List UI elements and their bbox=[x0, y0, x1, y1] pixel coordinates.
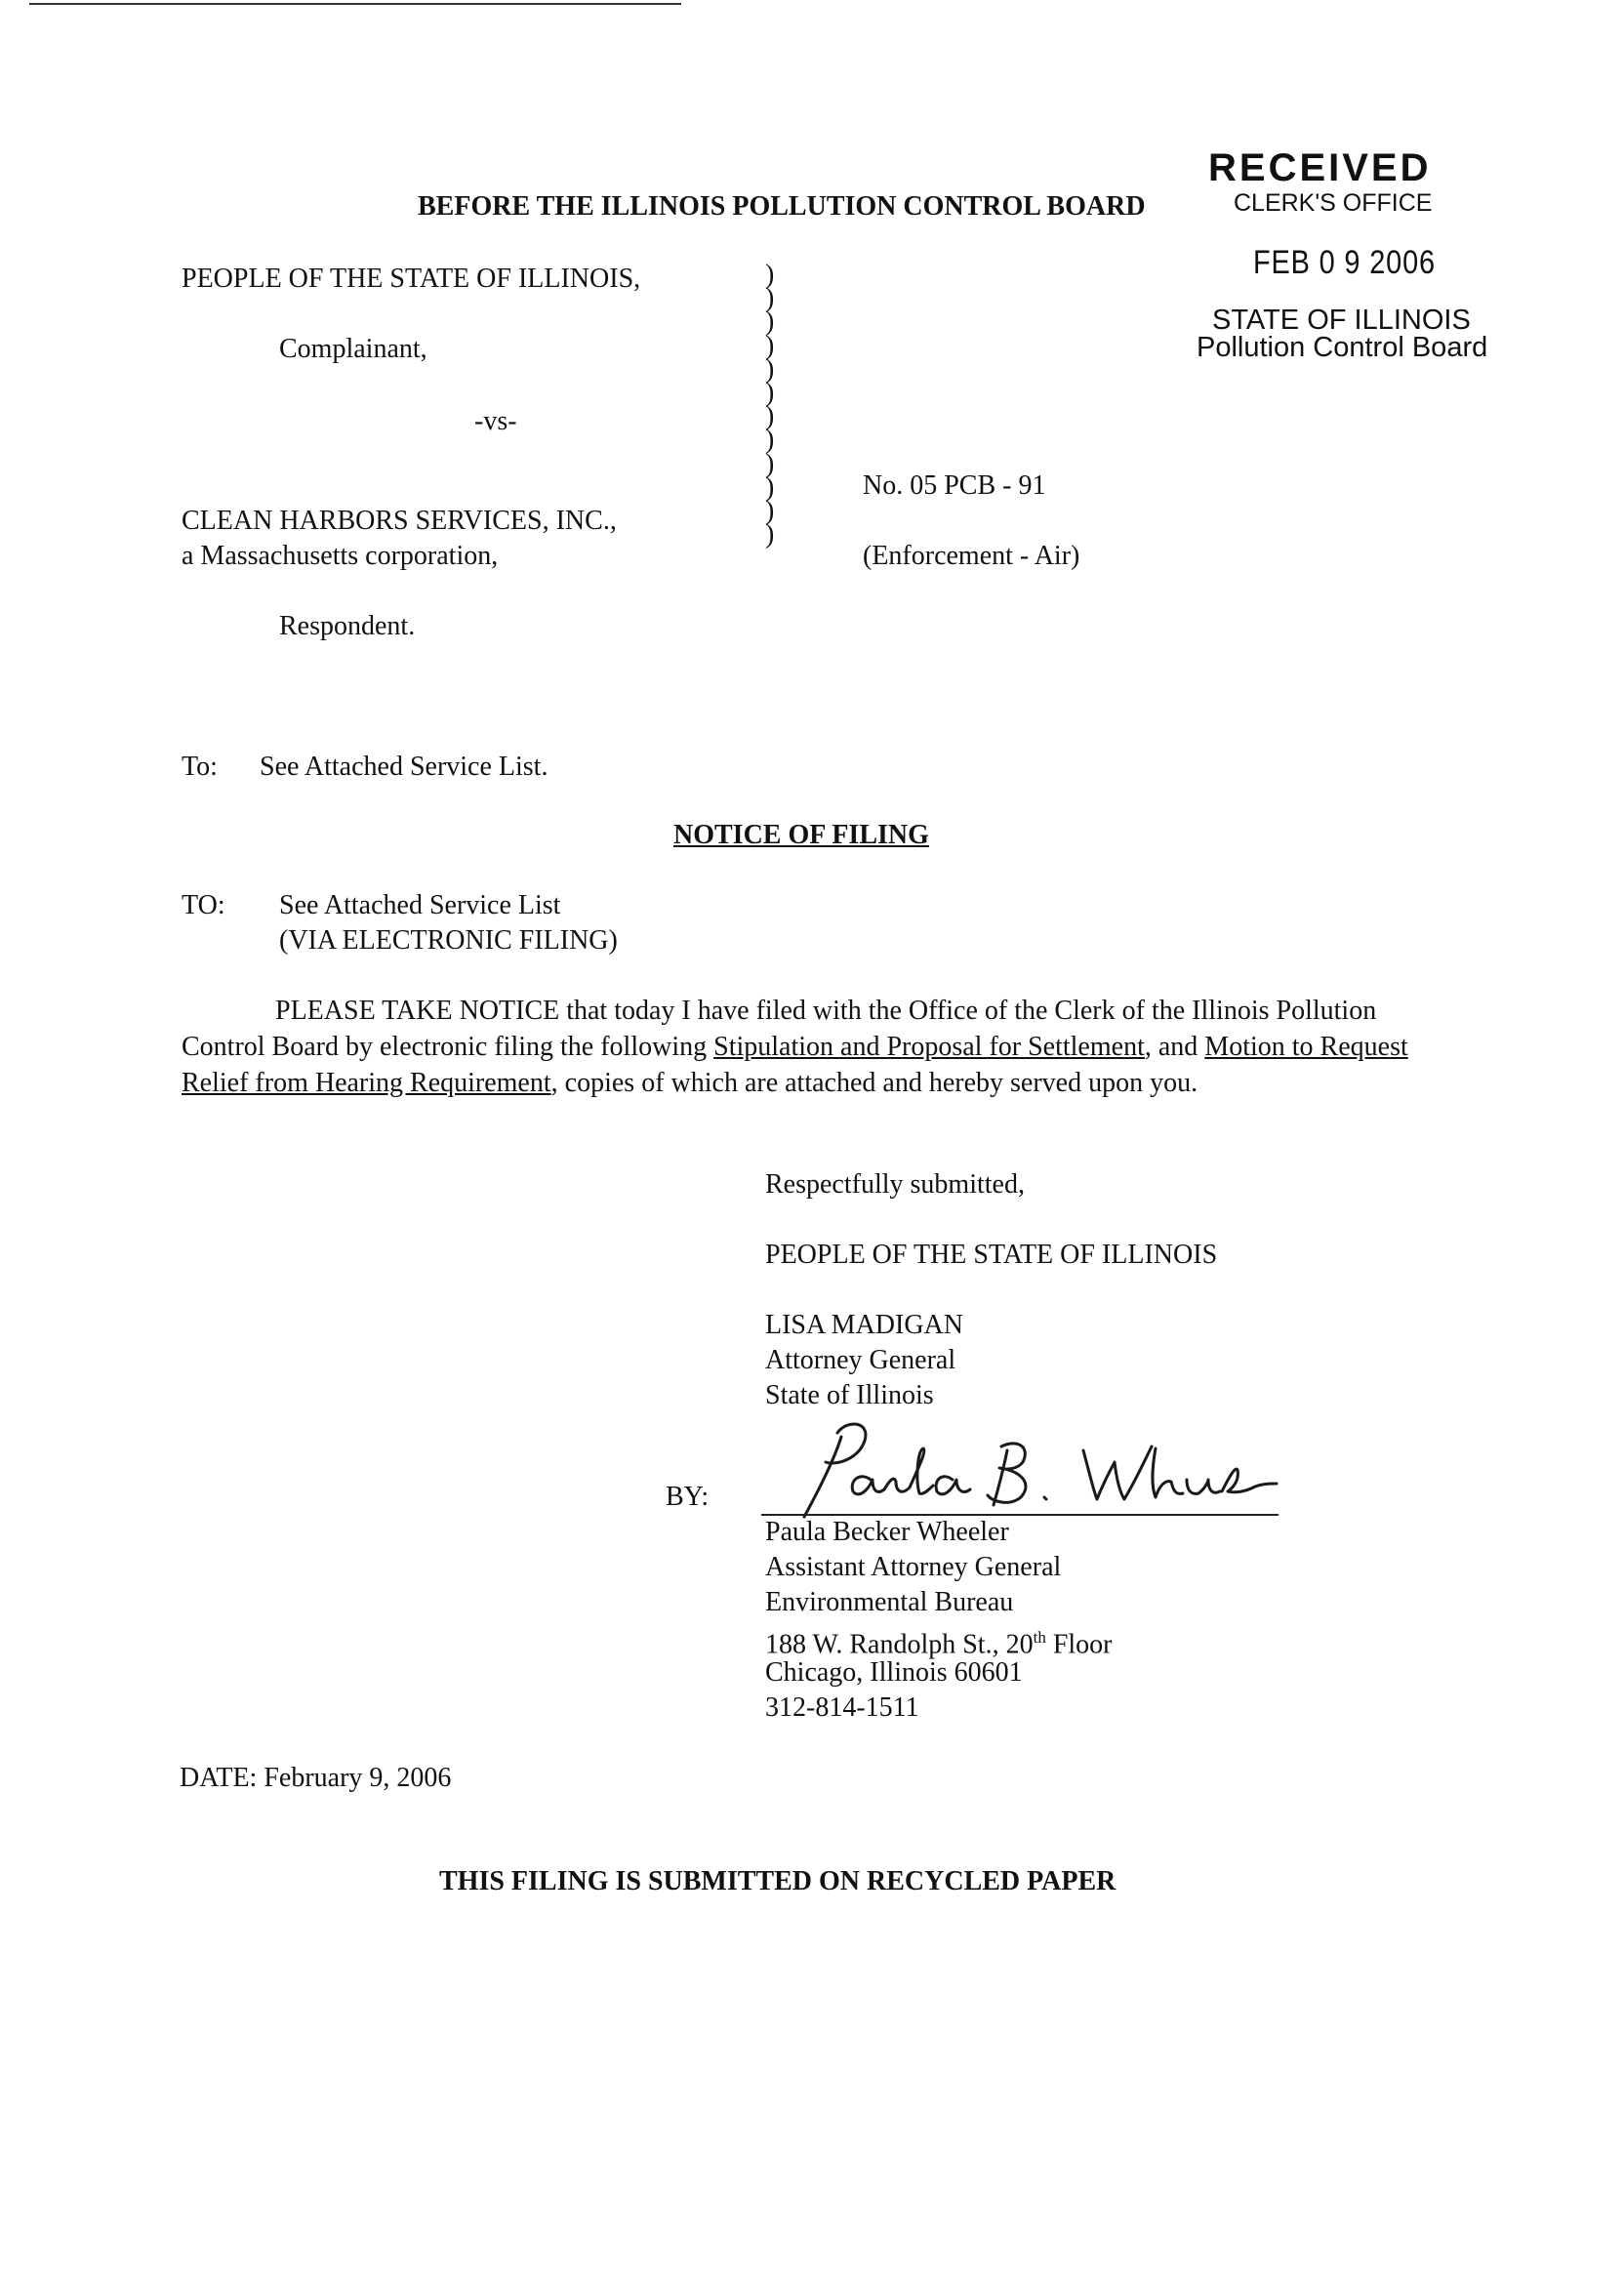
notice-body bbox=[182, 993, 1450, 1101]
recycled-paper-notice: THIS FILING IS SUBMITTED ON RECYCLED PAPER bbox=[439, 1866, 1116, 1896]
by-label: BY: bbox=[666, 1482, 710, 1512]
caption-plaintiff-role: Complainant, bbox=[279, 334, 427, 364]
caption-defendant-role: Respondent. bbox=[279, 611, 416, 641]
stamp-clerks-office: CLERK'S OFFICE bbox=[1234, 189, 1433, 217]
notice-to-value: See Attached Service List bbox=[279, 890, 561, 920]
case-number: No. 05 PCB - 91 bbox=[863, 470, 1046, 501]
notice-body-text-2: , and bbox=[1144, 1032, 1205, 1062]
party-name: PEOPLE OF THE STATE OF ILLINOIS bbox=[765, 1240, 1218, 1270]
notice-to-method: (VIA ELECTRONIC FILING) bbox=[279, 925, 618, 956]
stamp-date: FEB 0 9 2006 bbox=[1253, 244, 1436, 281]
stamp-received: RECEIVED bbox=[1208, 146, 1432, 189]
document-stipulation: Stipulation and Proposal for Settlement bbox=[713, 1032, 1145, 1062]
ag-state: State of Illinois bbox=[765, 1380, 934, 1410]
caption-paren-column bbox=[765, 260, 775, 550]
to-line-value: See Attached Service List. bbox=[260, 752, 548, 782]
ag-name: LISA MADIGAN bbox=[765, 1310, 963, 1340]
document-motion: Motion to Request Relief from Hearing Requirement bbox=[182, 1032, 1408, 1098]
address-floor: Floor bbox=[1045, 1629, 1113, 1660]
address-ordinal-suffix: th bbox=[1033, 1628, 1046, 1647]
stamp-state: STATE OF ILLINOIS bbox=[1212, 305, 1471, 336]
to-line-label: To: bbox=[182, 752, 218, 782]
scan-edge-line bbox=[29, 3, 681, 5]
caption-paren: ) bbox=[765, 519, 775, 550]
caption-paren: ) bbox=[765, 330, 775, 361]
closing: Respectfully submitted, bbox=[765, 1169, 1025, 1200]
ag-title: Attorney General bbox=[765, 1345, 956, 1375]
case-type: (Enforcement - Air) bbox=[863, 541, 1080, 571]
caption-paren: ) bbox=[765, 448, 775, 479]
notice-title: NOTICE OF FILING bbox=[673, 820, 929, 850]
caption-defendant-desc: a Massachusetts corporation, bbox=[182, 541, 499, 571]
caption-paren: ) bbox=[765, 353, 775, 385]
caption-paren: ) bbox=[765, 401, 775, 432]
caption-paren: ) bbox=[765, 471, 775, 503]
notice-body-text-3: , copies of which are attached and hereby served upon you. bbox=[550, 1068, 1198, 1098]
caption-defendant: CLEAN HARBORS SERVICES, INC., bbox=[182, 506, 617, 536]
caption-plaintiff: PEOPLE OF THE STATE OF ILLINOIS, bbox=[182, 264, 641, 294]
bureau: Environmental Bureau bbox=[765, 1587, 1014, 1617]
filing-date: DATE: February 9, 2006 bbox=[180, 1763, 452, 1793]
handwritten-signature bbox=[761, 1411, 1279, 1528]
caption-paren: ) bbox=[765, 496, 775, 527]
caption-paren: ) bbox=[765, 306, 775, 338]
signer-name: Paula Becker Wheeler bbox=[765, 1517, 1009, 1547]
caption-paren: ) bbox=[765, 425, 775, 456]
caption-paren: ) bbox=[765, 260, 775, 290]
signer-title: Assistant Attorney General bbox=[765, 1552, 1062, 1582]
caption-versus: -vs- bbox=[474, 406, 517, 436]
stamp-board: Pollution Control Board bbox=[1197, 332, 1488, 363]
caption-paren: ) bbox=[765, 283, 775, 314]
address-street: 188 W. Randolph St., 20 bbox=[765, 1629, 1034, 1660]
phone: 312-814-1511 bbox=[765, 1692, 919, 1723]
notice-to-label: TO: bbox=[182, 890, 225, 920]
city: Chicago, Illinois 60601 bbox=[765, 1657, 1023, 1688]
caption-paren: ) bbox=[765, 378, 775, 409]
court-heading: BEFORE THE ILLINOIS POLLUTION CONTROL BOARD bbox=[418, 191, 1146, 222]
notice-body-text-1: PLEASE TAKE NOTICE that today I have filed with the Office of the Clerk of the Illinois Pollution Control Board by electronic filing the following bbox=[182, 996, 1377, 1062]
